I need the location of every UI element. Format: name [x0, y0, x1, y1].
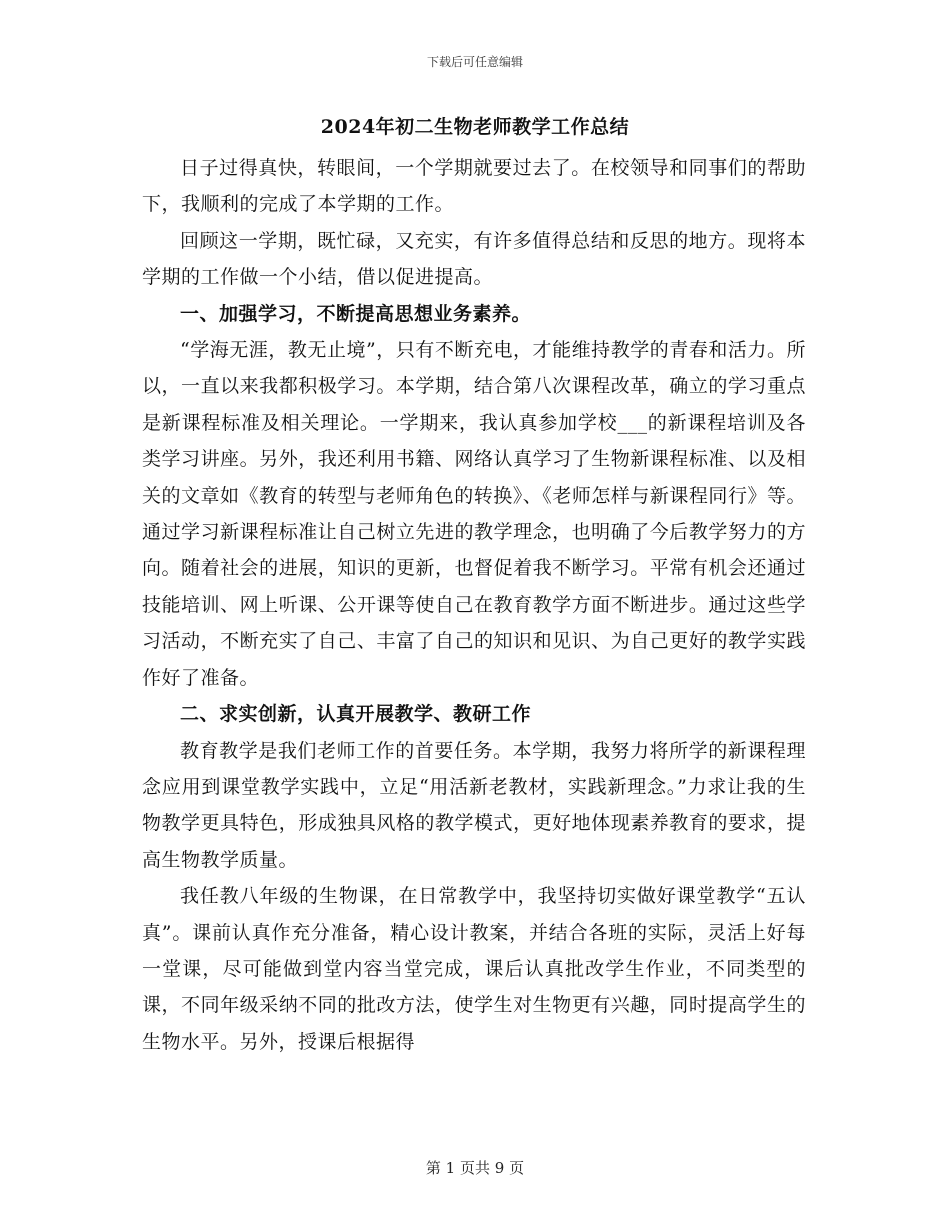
- paragraph-teaching: 教育教学是我们老师工作的首要任务。本学期，我努力将所学的新课程理念应用到课堂教学实践中，立足“用活新老教材，实践新理念。”力求让我的生物教学更具特色，形成独具风格的教学模式，更好地体现素养教育的要求，提高生物教学质量。: [142, 739, 806, 871]
- section-heading-2: 二、求实创新，认真开展教学、教研工作: [180, 703, 532, 726]
- paragraph-class-work: 我任教八年级的生物课，在日常教学中，我坚持切实做好课堂教学“五认真”。课前认真作充分准备，精心设计教案，并结合各班的实际，灵活上好每一堂课，尽可能做到堂内容当堂完成，课后认真批改学生作业，不同类型的课，不同年级采纳不同的批改方法，使学生对生物更有兴趣，同时提高学生的生物水平。另外，授课后根据得: [142, 885, 806, 1053]
- document-title: 2024年初二生物老师教学工作总结: [320, 116, 630, 138]
- paragraph-intro: 日子过得真快，转眼间，一个学期就要过去了。在校领导和同事们的帮助下，我顺利的完成了本学期的工作。: [142, 157, 806, 216]
- paragraph-study: “学海无涯，教无止境”，只有不断充电，才能维持教学的青春和活力。所以，一直以来我都积极学习。本学期，结合第八次课程改革，确立的学习重点是新课程标准及相关理论。一学期来，我认真参加学校___的新课程培训及各类学习讲座。另外，我还利用书籍、网络认真学习了生物新课程标准、以及相关的文章如《教育的转型与老师角色的转换》、《老师怎样与新课程同行》等。通过学习新课程标准让自己树立先进的教学理念，也明确了今后教学努力的方向。随着社会的进展，知识的更新，也督促着我不断学习。平常有机会还通过技能培训、网上听课、公开课等使自己在教育教学方面不断进步。通过这些学习活动，不断充实了自己、丰富了自己的知识和见识、为自己更好的教学实践作好了准备。: [142, 339, 806, 689]
- document-body: [142, 150, 806, 1060]
- section-heading-1: 一、加强学习，不断提高思想业务素养。: [180, 302, 532, 325]
- page-header-note: 下载后可任意编辑: [426, 55, 523, 69]
- page-number: 第 1 页共 9 页: [425, 1159, 525, 1177]
- paragraph-review: 回顾这一学期，既忙碌，又充实，有许多值得总结和反思的地方。现将本学期的工作做一个小结，借以促进提高。: [142, 229, 806, 289]
